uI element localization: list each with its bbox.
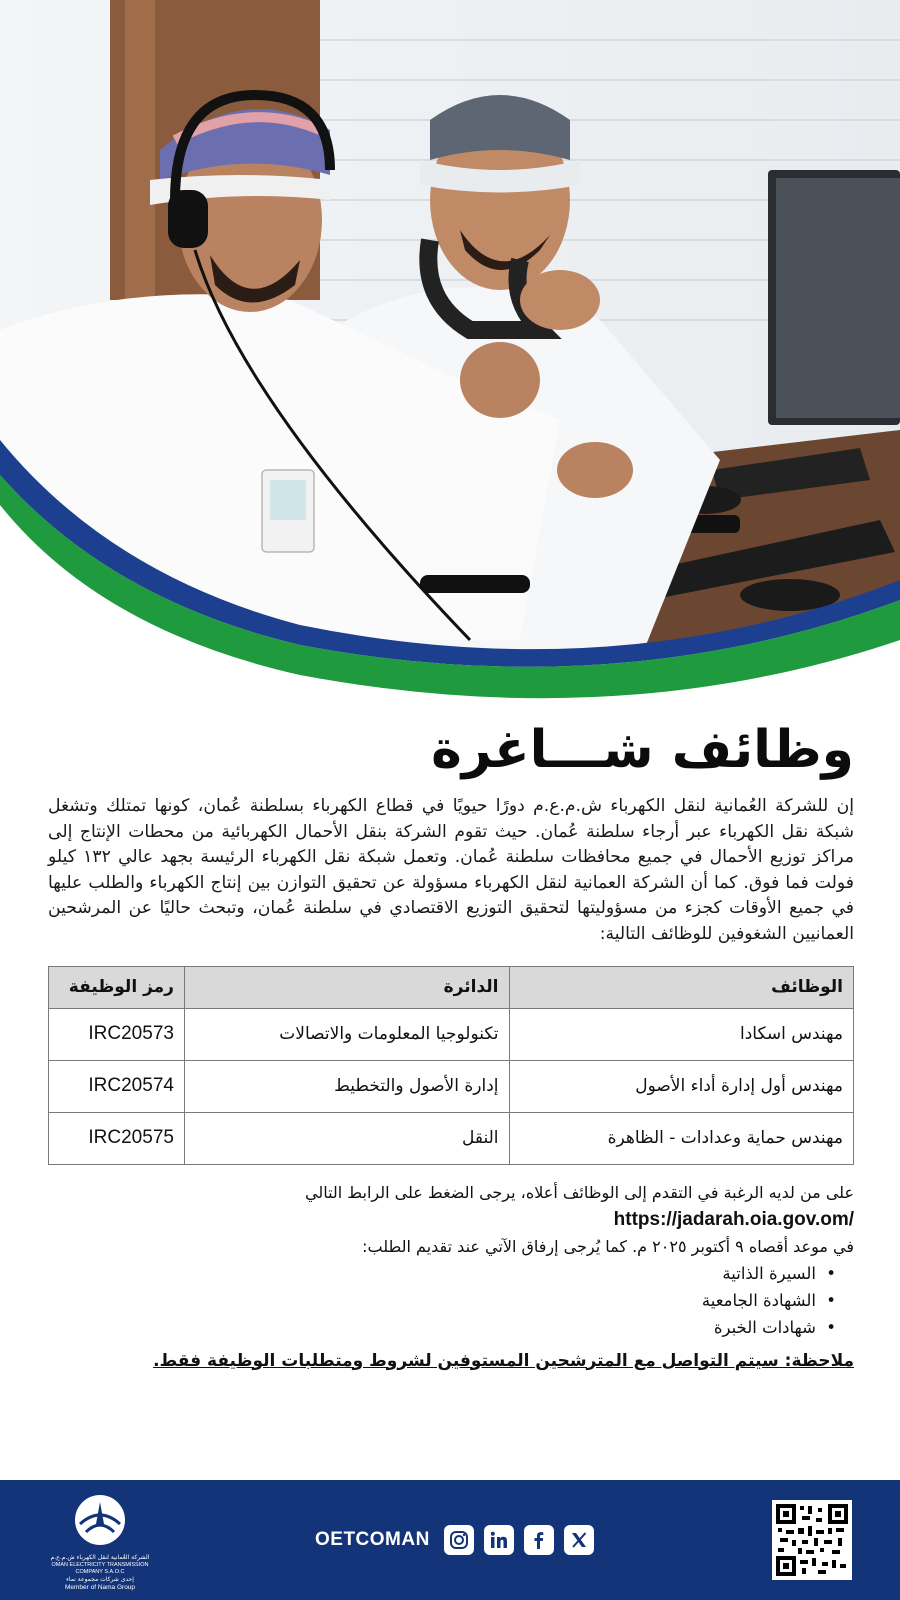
list-item: • شهادات الخبرة: [48, 1314, 832, 1341]
application-link-text[interactable]: https://jadarah.oia.gov.om/: [613, 1208, 854, 1230]
table-row: [49, 1112, 854, 1164]
list-item: • السيرة الذاتية: [48, 1260, 832, 1287]
instagram-icon[interactable]: [444, 1525, 474, 1555]
company-logo: [40, 1494, 160, 1590]
job-code-cell: IRC20573: [49, 1008, 185, 1060]
requirements-list: [48, 1260, 832, 1341]
logo-arabic-name: الشركة العُمانية لنقل الكهرباء ش.م.ع.م: [50, 1554, 150, 1561]
logo-group-english: Member of Nama Group: [64, 1584, 136, 1591]
logo-english-name: OMAN ELECTRICITY TRANSMISSION COMPANY S.A.O.C: [51, 1562, 149, 1575]
footer: [0, 1480, 900, 1600]
social-links: [315, 1524, 594, 1556]
job-code-cell: IRC20575: [49, 1112, 185, 1164]
apply-instruction: على من لديه الرغبة في التقدم إلى الوظائف أعلاه، يرجى الضغط على الرابط التالي: [304, 1182, 854, 1202]
job-title-cell: مهندس حماية وعدادات - الظاهرة: [509, 1112, 854, 1164]
intro-paragraph: إن للشركة العُمانية لنقل الكهرباء ش.م.ع.م دورًا حيويًا في قطاع الكهرباء بسلطنة عُمان، كونها تمتلك وتشغل شبكة نقل الكهرباء عبر أرجاء سلطنة عُمان. حيث تقوم الشركة بنقل الأحمال الكهربائية من محطات الإنتاج إلى مراكز توزيع الأحمال في جميع محافظات سلطنة عُمان. وتعمل شبكة نقل الكهرباء الرئيسة بجهد عالي ١٣٢ كيلو فولت فما فوق. كما أن الشركة العمانية لنقل الكهرباء مسؤولة عن تحقيق التوازن بين إنتاج الكهرباء والطلب عليها في جميع الأوقات كجزء من مسؤوليتها لتحقيق التوزيع الاقتصادي في سلطنة عُمان، وتبحث حاليًا عن المرشحين العمانيين الشغوفين للوظائف التالية:: [48, 796, 855, 944]
department-cell: إدارة الأصول والتخطيط: [184, 1060, 509, 1112]
header-job-code: رمز الوظيفة: [49, 966, 185, 1008]
job-code-cell: IRC20574: [49, 1060, 185, 1112]
page-title: وظائف شـــاغرة: [431, 720, 854, 780]
table-row: [49, 1060, 854, 1112]
table-header-row: [49, 966, 854, 1008]
qr-code[interactable]: [772, 1500, 852, 1580]
note-text: ملاحظة: سيتم التواصل مع المترشحين المستوفين لشروط ومتطلبات الوظيفة فقط.: [153, 1350, 854, 1371]
job-title-cell: مهندس أول إدارة أداء الأصول: [509, 1060, 854, 1112]
job-title-cell: مهندس اسكادا: [509, 1008, 854, 1060]
list-item: • الشهادة الجامعية: [48, 1287, 832, 1314]
hero-illustration: [0, 0, 900, 700]
vacancies-table: [48, 966, 854, 1165]
announcement-body: [48, 712, 854, 1371]
deadline-text: في موعد أقصاه ٩ أكتوبر ٢٠٢٥ م. كما يُرجى إرفاق الآتي عند تقديم الطلب:: [362, 1236, 854, 1256]
header-job-title: الوظائف: [509, 966, 854, 1008]
linkedin-icon[interactable]: [484, 1525, 514, 1555]
table-row: [49, 1008, 854, 1060]
application-instructions: [48, 1179, 854, 1341]
logo-group-arabic: إحدى شركات مجموعة نماء: [66, 1576, 134, 1583]
x-icon[interactable]: [564, 1525, 594, 1555]
department-cell: تكنولوجيا المعلومات والاتصالات: [184, 1008, 509, 1060]
qr-code-icon: [776, 1504, 848, 1576]
header-department: الدائرة: [184, 966, 509, 1008]
department-cell: النقل: [184, 1112, 509, 1164]
facebook-icon[interactable]: [524, 1525, 554, 1555]
oetc-logo-icon: [74, 1494, 126, 1546]
application-link[interactable]: [48, 1206, 854, 1233]
social-handle: OETCOMAN: [315, 1529, 430, 1550]
hero-photo: [0, 0, 900, 700]
